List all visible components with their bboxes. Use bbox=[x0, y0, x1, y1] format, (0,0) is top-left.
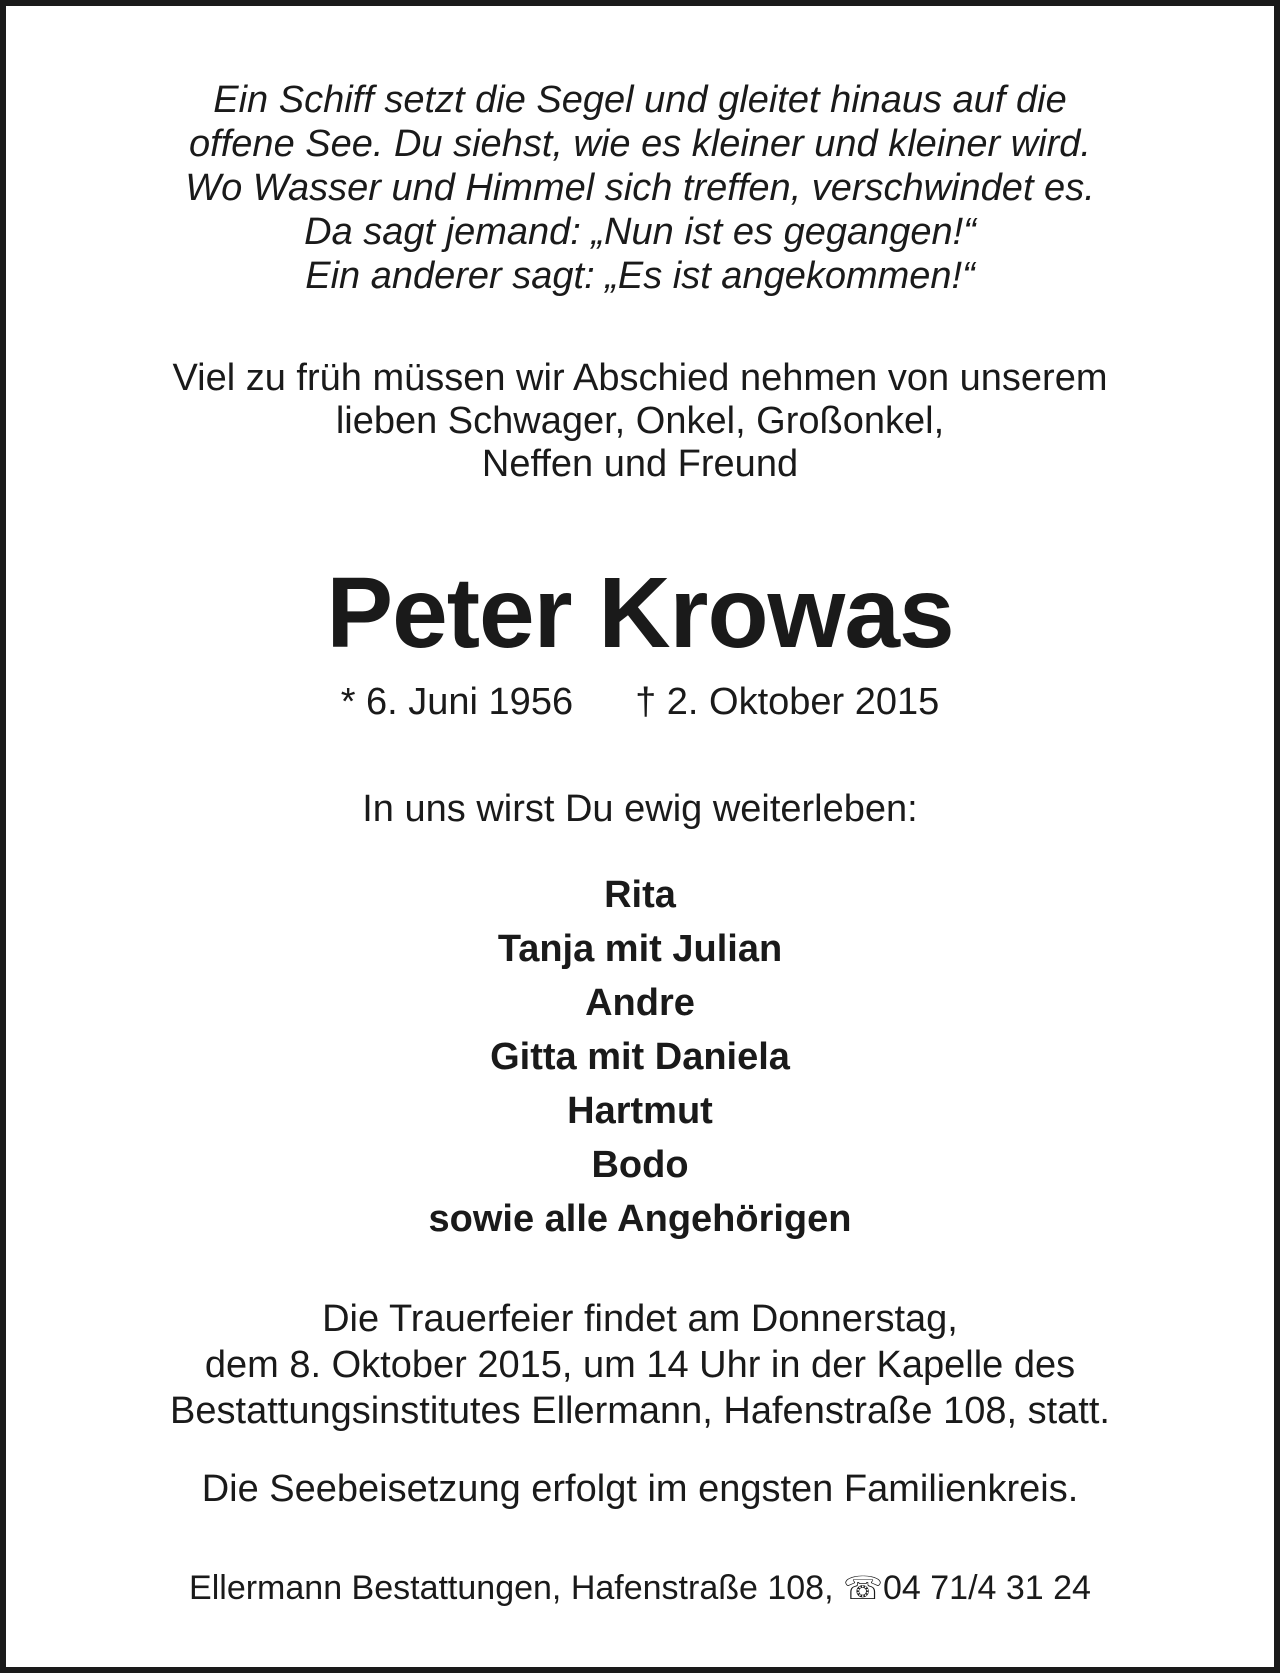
mourner-name: Rita bbox=[604, 874, 676, 916]
mourner-name: Gitta mit Daniela bbox=[490, 1036, 790, 1078]
poem-line: Ein anderer sagt: „Es ist angekommen!“ bbox=[305, 255, 975, 297]
deceased-name: Peter Krowas bbox=[326, 557, 954, 669]
remember-line: In uns wirst Du ewig weiterleben: bbox=[362, 788, 918, 830]
death-date: † 2. Oktober 2015 bbox=[635, 681, 940, 723]
telephone-icon: ☏ bbox=[842, 1570, 883, 1606]
poem-line: Wo Wasser und Himmel sich treffen, verschwindet es. bbox=[185, 167, 1095, 209]
funeral-notice bbox=[6, 1296, 1274, 1434]
funeral-home-address: Ellermann Bestattungen, Hafenstraße 108, bbox=[189, 1569, 834, 1607]
funeral-home-footer bbox=[6, 1565, 1274, 1611]
intro-line: Viel zu früh müssen wir Abschied nehmen von unserem bbox=[172, 357, 1108, 399]
mourner-name: Hartmut bbox=[567, 1090, 713, 1132]
funeral-line: dem 8. Oktober 2015, um 14 Uhr in der Kapelle des bbox=[204, 1344, 1076, 1386]
mourner-name: Bodo bbox=[591, 1144, 689, 1186]
poem-line: Ein Schiff setzt die Segel und gleitet hinaus auf die bbox=[213, 79, 1067, 121]
funeral-line: Bestattungsinstitutes Ellermann, Hafenstraße 108, statt. bbox=[170, 1390, 1110, 1432]
mourner-name: Tanja mit Julian bbox=[497, 928, 783, 970]
birth-date: * 6. Juni 1956 bbox=[340, 681, 574, 723]
poem-line: Da sagt jemand: „Nun ist es gegangen!“ bbox=[304, 211, 976, 253]
poem bbox=[6, 78, 1274, 298]
burial-notice: Die Seebeisetzung erfolgt im engsten Familienkreis. bbox=[201, 1468, 1079, 1510]
intro-text bbox=[6, 357, 1274, 486]
poem-line: offene See. Du siehst, wie es kleiner und kleiner wird. bbox=[189, 123, 1091, 165]
mourner-name: Andre bbox=[585, 982, 695, 1024]
life-dates bbox=[6, 679, 1274, 725]
intro-line: lieben Schwager, Onkel, Großonkel, bbox=[335, 400, 945, 442]
funeral-home-phone: 04 71/4 31 24 bbox=[883, 1569, 1091, 1607]
mourner-name: sowie alle Angehörigen bbox=[428, 1198, 852, 1240]
funeral-line: Die Trauerfeier findet am Donnerstag, bbox=[322, 1298, 958, 1340]
mourners-list bbox=[6, 868, 1274, 1246]
intro-line: Neffen und Freund bbox=[481, 443, 799, 485]
